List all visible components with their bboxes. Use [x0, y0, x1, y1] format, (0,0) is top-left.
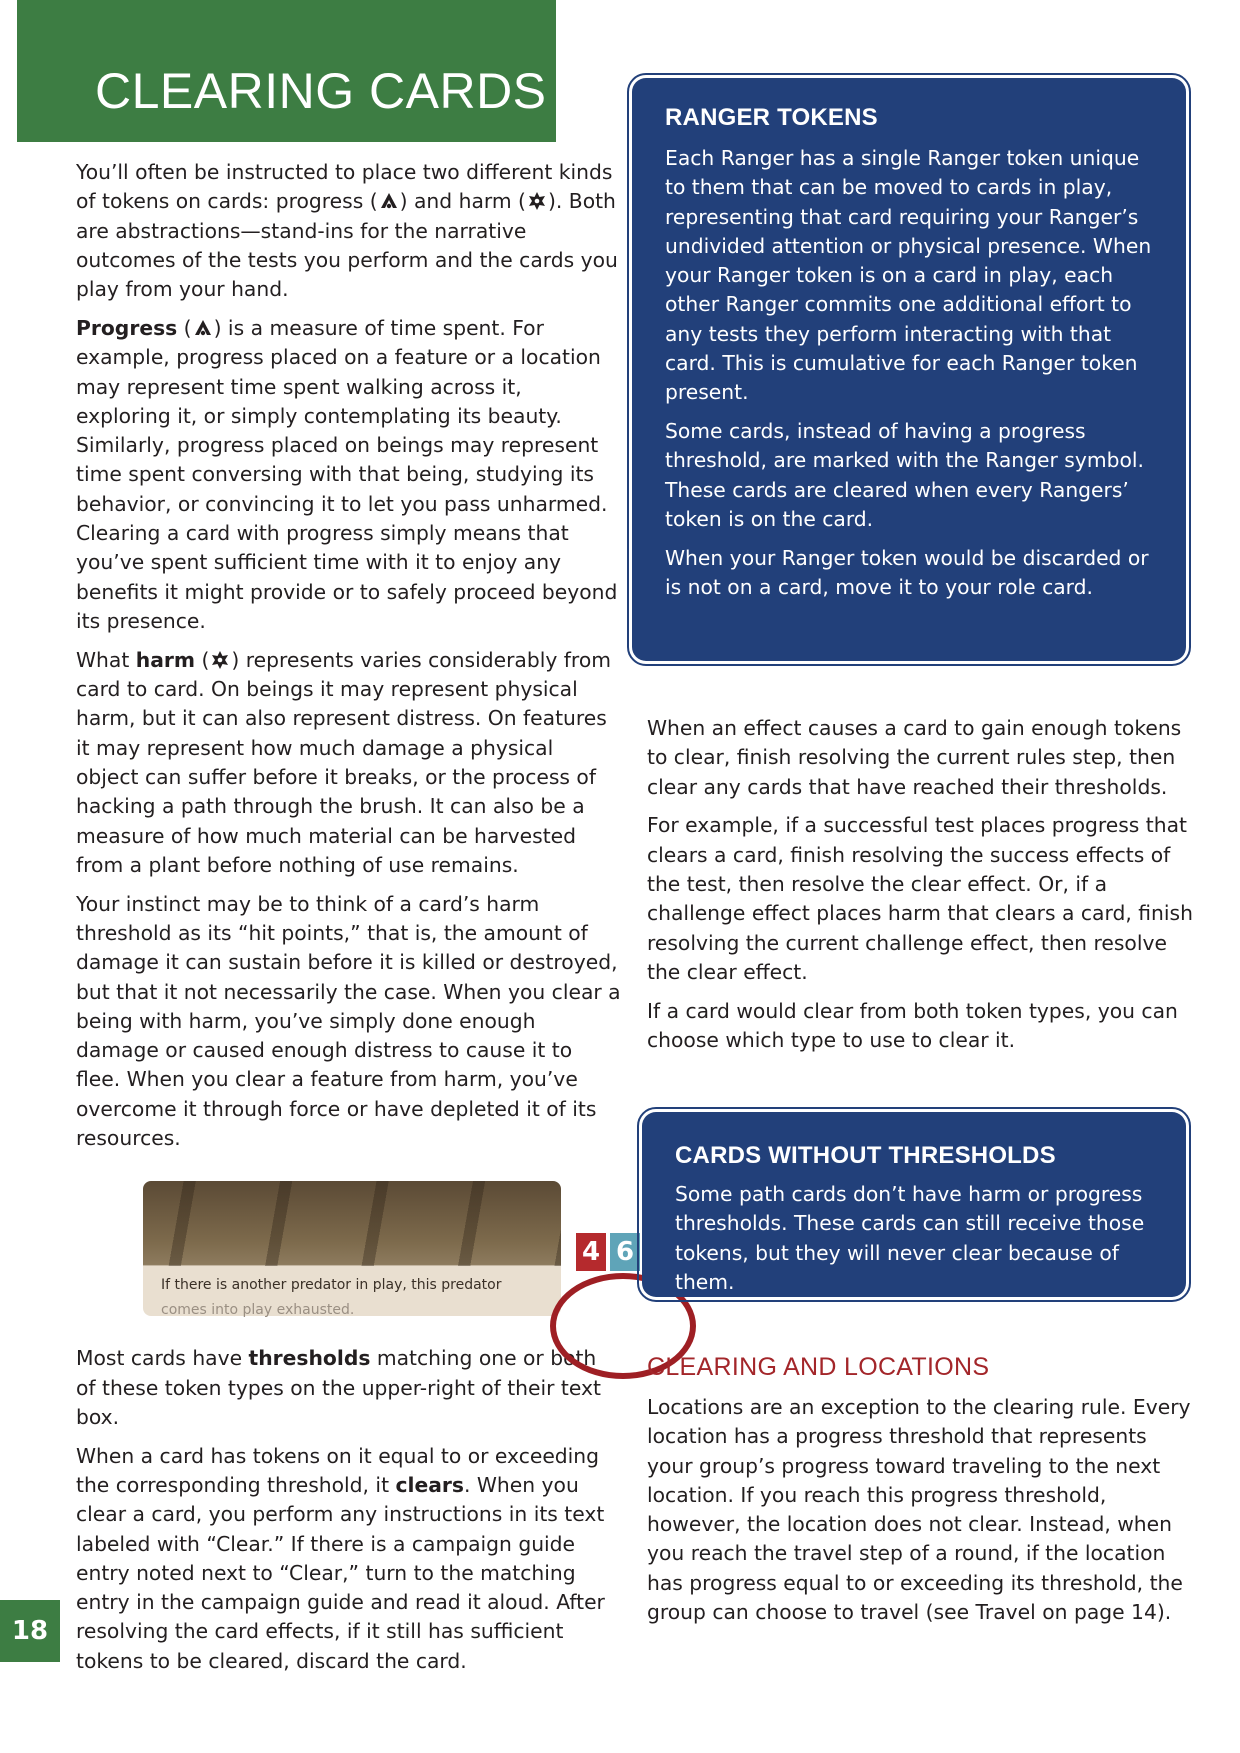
- title-band: [17, 0, 556, 142]
- intro-text-1: You’ll often be instructed to place two different kinds of tokens on cards: progress (: [76, 160, 613, 214]
- gain-tokens-paragraph: When an effect causes a card to gain enough tokens to clear, finish resolving the current rules step, then clear any cards that have reached their thresholds.: [647, 716, 1182, 799]
- harm-lead: What: [76, 647, 136, 672]
- progress-threshold-box: 6: [610, 1233, 640, 1271]
- right-column: [647, 714, 1193, 1065]
- progress-open: (: [177, 315, 192, 340]
- cards-without-thresholds-p1: Some path cards don’t have harm or progress thresholds. These cards can still receive those tokens, but they will never clear because of them.: [675, 1182, 1145, 1294]
- harm-icon: [209, 650, 231, 670]
- harm-threshold-box: 4: [576, 1233, 606, 1271]
- harm-icon: [526, 191, 548, 211]
- harm-open: (: [195, 647, 210, 672]
- clearing-and-locations-heading: CLEARING AND LOCATIONS: [647, 1353, 990, 1381]
- ranger-tokens-box: [632, 78, 1186, 661]
- page-number: 18: [0, 1600, 60, 1662]
- progress-icon: [378, 191, 400, 211]
- ranger-tokens-p2: Some cards, instead of having a progress threshold, are marked with the Ranger symbol. These cards are cleared when every Rangers’ token is on the card.: [665, 419, 1144, 532]
- thresholds-paragraph: [76, 1344, 621, 1432]
- harm-paragraph: [76, 646, 621, 880]
- card-example-text: If there is another predator in play, this predator: [161, 1277, 502, 1294]
- ranger-tokens-title: RANGER TOKENS: [665, 104, 878, 131]
- progress-term: Progress: [76, 315, 178, 340]
- intro-text-2: ) and harm (: [399, 189, 526, 214]
- clears-paragraph: [76, 1442, 621, 1676]
- both-types-paragraph: If a card would clear from both token types, you can choose which type to use to clear it.: [647, 998, 1178, 1052]
- card-art: [143, 1181, 561, 1266]
- progress-paragraph: [76, 314, 621, 636]
- harm-text: ) represents varies considerably from card to card. On beings it may represent physical harm, but it can also represent distress. On features it may represent how much damage a physical object can suffer before it breaks, or the process of hacking a path through the brush. It can also be a measure of how much material can be harvested from a plant before nothing of use remains.: [76, 647, 611, 877]
- thresholds-text-1: Most cards have: [76, 1346, 249, 1371]
- instinct-paragraph: Your instinct may be to think of a card’s harm threshold as its “hit points,” that is, the amount of damage it can sustain before it is killed or destroyed, but that it not necessarily the case. When you clear a being with harm, you’ve simply done enough damage or caused enough distress to cause it to flee. When you clear a feature from harm, you’ve overcome it through force or have depleted it of its resources.: [76, 891, 621, 1150]
- progress-icon: [192, 318, 214, 338]
- harm-term: harm: [135, 647, 196, 672]
- cards-without-thresholds-title: CARDS WITHOUT THRESHOLDS: [675, 1142, 1056, 1169]
- intro-paragraph: [76, 158, 621, 304]
- cards-without-thresholds-content: [675, 1142, 1165, 1307]
- locations-paragraph: Locations are an exception to the clearing rule. Every location has a progress threshold that represents your group’s progress toward traveling to the next location. If you reach this progress threshold, however, the location does not clear. Instead, when you reach the travel step of a round, if the location has progress equal to or exceeding its threshold, the group can choose to travel (see Travel on page 14).: [647, 1395, 1191, 1625]
- clears-term: clears: [395, 1472, 464, 1497]
- example-paragraph: For example, if a successful test places progress that clears a card, finish resolving the success effects of the test, then resolve the clear effect. Or, if a challenge effect places harm that clears a card, finish resolving the current challenge effect, then resolve the clear effect.: [647, 813, 1193, 984]
- progress-text: ) is a measure of time spent. For example, progress placed on a feature or a location may represent time spent walking across it, exploring it, or simply contemplating its beauty. Similarly, progress placed on beings may represent time spent conversing with that being, studying its behavior, or convincing it to let you pass unharmed. Clearing a card with progress simply means that you’ve spent sufficient time with it to enjoy any benefits it might provide or to safely proceed beyond its presence.: [76, 315, 618, 633]
- clears-text-1: When a card has tokens on it equal to or exceeding the corresponding threshold, it: [76, 1443, 600, 1497]
- card-example-text-faded: comes into play exhausted.: [161, 1302, 355, 1319]
- cards-without-thresholds-box: [642, 1112, 1186, 1297]
- ranger-tokens-p1: Each Ranger has a single Ranger token unique to them that can be moved to cards in play, representing that card requiring your Ranger’s undivided attention or physical presence. When your Ranger token is on a card in play, each other Ranger commits one additional effort to any tests they perform interacting with that card. This is cumulative for each Ranger token present.: [665, 146, 1152, 405]
- page-title: CLEARING CARDS: [95, 63, 547, 119]
- thresholds-term: thresholds: [248, 1346, 371, 1371]
- ranger-tokens-p3: When your Ranger token would be discarded or is not on a card, move it to your role card.: [665, 545, 1149, 600]
- clears-text-2: . When you clear a card, you perform any instructions in its text labeled with “Clear.” If there is a campaign guide entry noted next to “Clear,” turn to the matching entry in the campaign guide and read it aloud. After resolving the card effects, if it still has sufficient tokens to be cleared, discard the card.: [76, 1472, 605, 1673]
- ranger-tokens-content: [665, 104, 1165, 612]
- left-column: [76, 158, 635, 1686]
- card-threshold-example-image: [143, 1181, 635, 1319]
- locations-column: [647, 1393, 1193, 1637]
- thresholds-text-2: matching one or both of these token types on the upper-right of their text box.: [76, 1346, 601, 1429]
- intro-text-3: ). Both are abstractions—stand-ins for the narrative outcomes of the tests you perform and the cards you play from your hand.: [76, 189, 618, 302]
